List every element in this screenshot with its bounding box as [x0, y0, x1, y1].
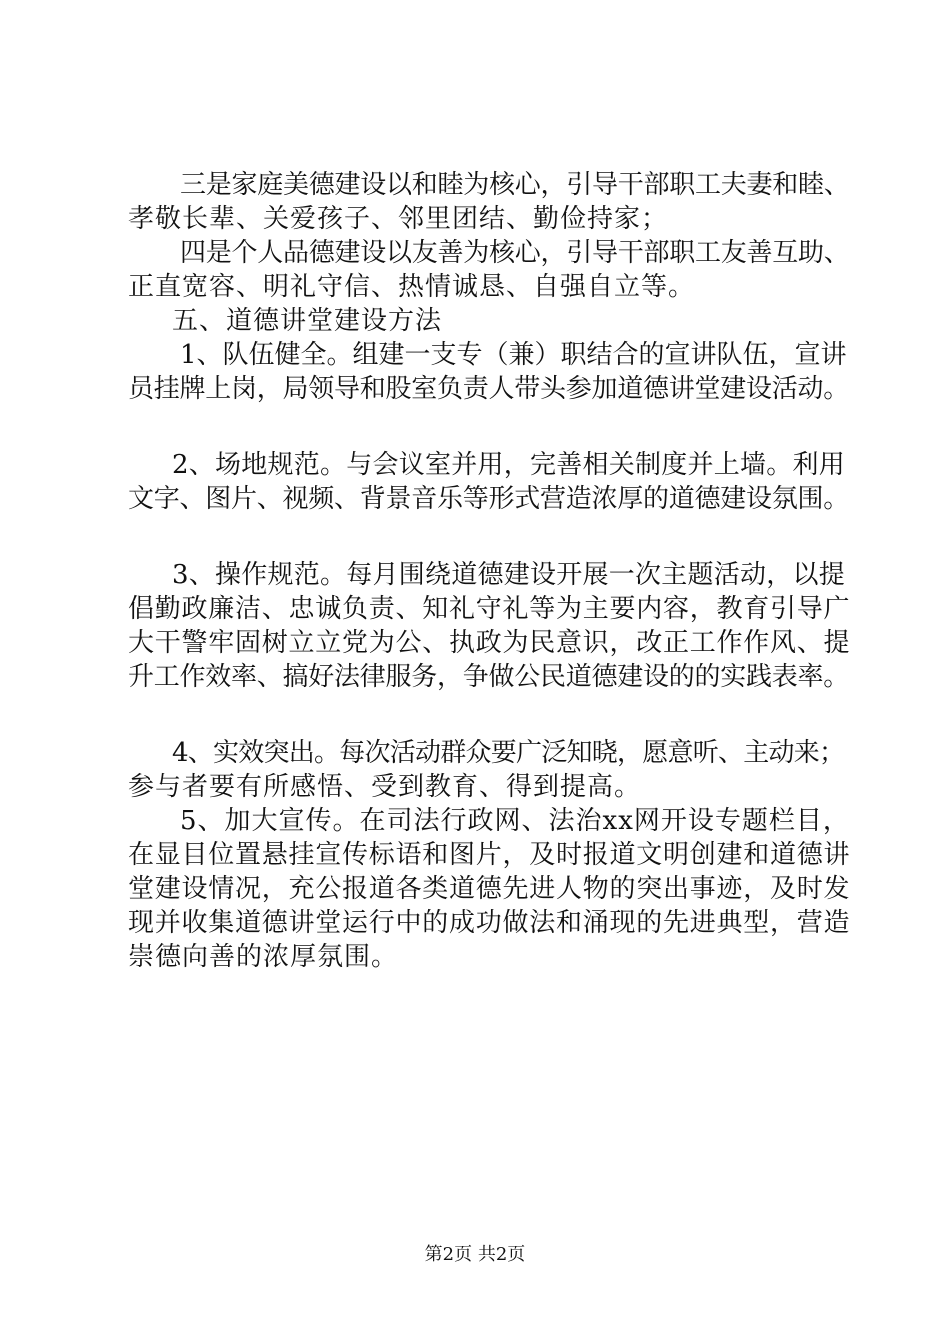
paragraph-line: 2、场地规范。与会议室并用，完善相关制度并上墙。利用 [172, 450, 846, 480]
document-body [128, 168, 851, 974]
paragraph-line: 员挂牌上岗，局领导和股室负责人带头参加道德讲堂建设活动。 [128, 374, 850, 404]
paragraph-line: 孝敬长辈、关爱孩子、邻里团结、勤俭持家； [128, 204, 669, 234]
paragraph-line: 3、操作规范。每月围绕道德建设开展一次主题活动，以提 [172, 560, 846, 590]
paragraph-line: 5、加大宣传。在司法行政网、法治xx网开设专题栏目， [180, 806, 850, 836]
paragraph-gap [128, 516, 846, 558]
paragraph-line: 三是家庭美德建设以和睦为核心，引导干部职工夫妻和睦、 [180, 170, 850, 200]
paragraph-line: 大干警牢固树立立党为公、执政为民意识，改正工作作风、提 [128, 628, 851, 658]
paragraph-line: 现并收集道德讲堂运行中的成功做法和涌现的先进典型，营造 [128, 908, 851, 938]
page-footer: 第2页 共2页 [424, 1244, 526, 1265]
paragraph-line: 升工作效率、搞好法律服务，争做公民道德建设的的实践表率。 [128, 662, 850, 692]
paragraph-line: 崇德向善的浓厚氛围。 [128, 942, 399, 972]
section-heading: 五、道德讲堂建设方法 [172, 306, 443, 336]
paragraph-line: 4、实效突出。每次活动群众要广泛知晓，愿意听、主动来； [172, 738, 845, 768]
paragraph-line: 文字、图片、视频、背景音乐等形式营造浓厚的道德建设氛围。 [128, 484, 850, 514]
paragraph-gap [128, 406, 846, 448]
paragraph-line: 参与者要有所感悟、受到教育、得到提高。 [128, 772, 642, 802]
paragraph-line: 正直宽容、明礼守信、热情诚恳、自强自立等。 [128, 272, 696, 302]
paragraph-line: 倡勤政廉洁、忠诚负责、知礼守礼等为主要内容，教育引导广 [128, 594, 851, 624]
paragraph-line: 堂建设情况，充公报道各类道德先进人物的突出事迹，及时发 [128, 874, 851, 904]
paragraph-line: 在显目位置悬挂宣传标语和图片，及时报道文明创建和道德讲 [128, 840, 851, 870]
paragraph-line: 1、队伍健全。组建一支专（兼）职结合的宣讲队伍，宣讲 [180, 340, 847, 370]
paragraph-line: 四是个人品德建设以友善为核心，引导干部职工友善互助、 [180, 238, 850, 268]
paragraph-gap [128, 694, 846, 736]
